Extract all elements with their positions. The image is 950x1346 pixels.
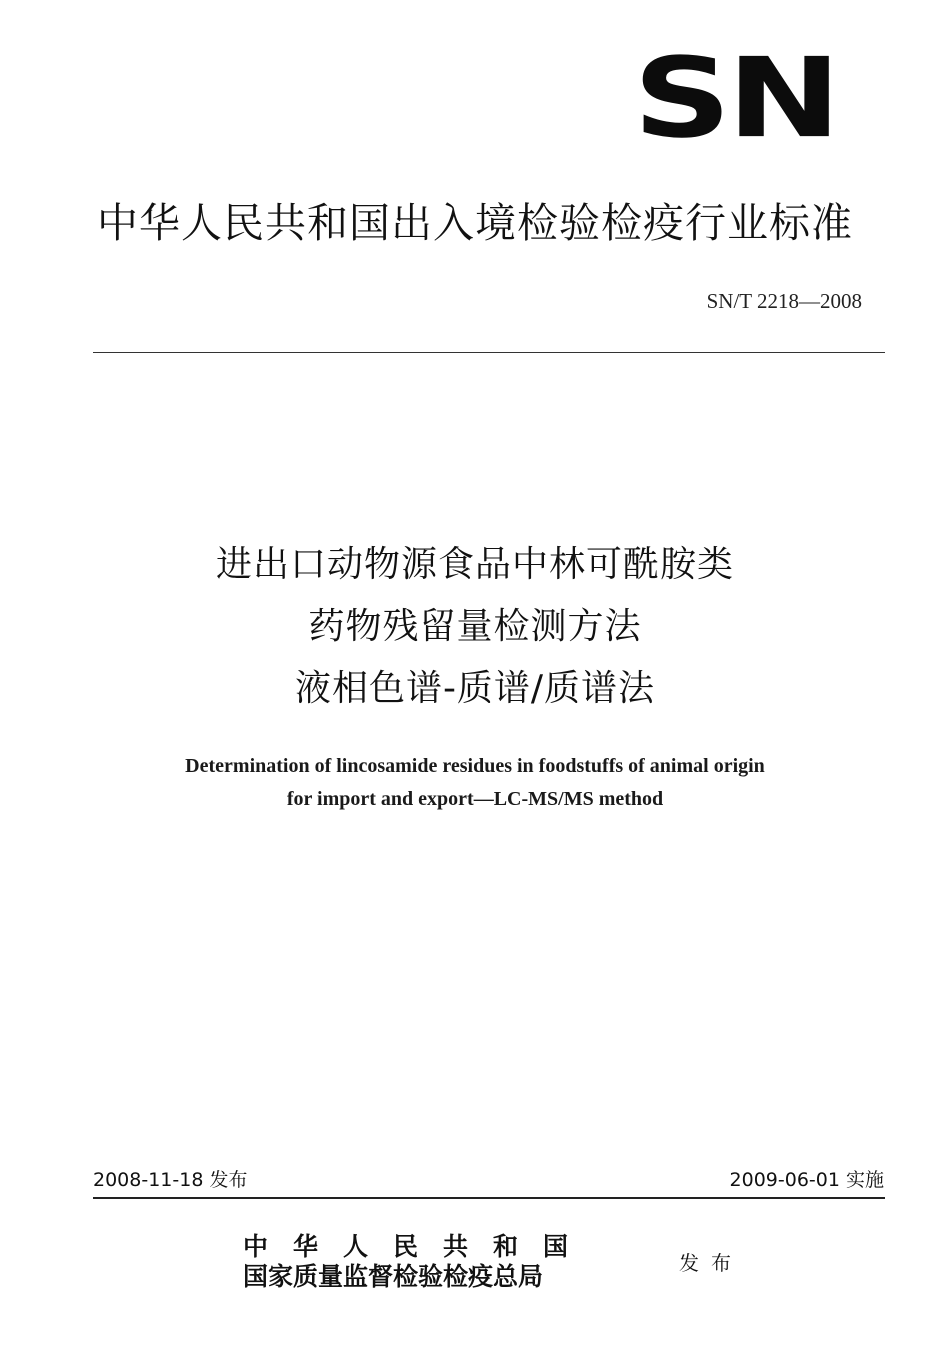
chinese-title-line-1: 进出口动物源食品中林可酰胺类 bbox=[215, 544, 734, 585]
header-divider bbox=[93, 352, 885, 353]
publish-label: 发布 bbox=[679, 1251, 743, 1275]
implementation-date: 2009-06-01 实施 bbox=[729, 1169, 884, 1191]
issue-date: 2008-11-18 发布 bbox=[93, 1169, 248, 1191]
footer-divider bbox=[93, 1197, 885, 1199]
chinese-title bbox=[0, 534, 950, 720]
issuer-block bbox=[243, 1232, 593, 1292]
chinese-title-line-2: 药物残留量检测方法 bbox=[308, 606, 642, 647]
standard-number: SN/T 2218—2008 bbox=[706, 289, 862, 313]
sn-logo: SN bbox=[633, 34, 837, 163]
english-title-line-1: Determination of lincosamide residues in foodstuffs of animal origin bbox=[185, 755, 765, 777]
english-title bbox=[0, 750, 950, 816]
issuer-line-2: 国家质量监督检验检疫总局 bbox=[243, 1262, 544, 1291]
chinese-title-line-3: 液相色谱-质谱/质谱法 bbox=[294, 668, 656, 709]
organization-title: 中华人民共和国出入境检验检疫行业标准 bbox=[97, 199, 853, 247]
issuer-line-1: 中华人民共和国 bbox=[243, 1232, 594, 1261]
english-title-line-2: for import and export—LC-MS/MS method bbox=[286, 788, 664, 810]
